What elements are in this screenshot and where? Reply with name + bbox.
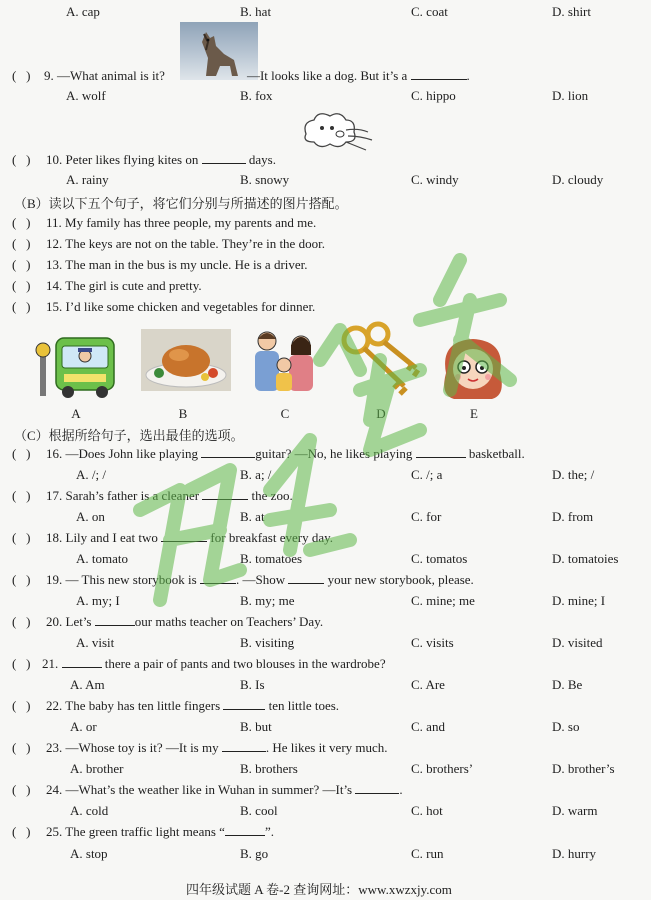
question-23 (0, 739, 651, 757)
option-b[interactable]: B. tomatoes (240, 551, 303, 566)
match-sentence: 15. I’d like some chicken and vegetables for dinner. (46, 299, 316, 314)
options-row (0, 718, 651, 736)
option-d[interactable]: D. warm (552, 803, 598, 818)
question-stem: 20. Let’s our maths teacher on Teachers’ Day. (46, 614, 324, 629)
question-stem: 22. The baby has ten little fingers ten little toes. (46, 698, 340, 713)
option-d[interactable]: D. from (552, 509, 594, 524)
picture-label-e: E (470, 406, 478, 421)
option-d[interactable]: D. the; / (552, 467, 595, 482)
picture-label-a: A (71, 406, 81, 421)
answer-blank[interactable] (161, 529, 207, 542)
option-c[interactable]: C. Are (411, 677, 445, 692)
question-17 (0, 487, 651, 505)
answer-paren[interactable]: ( ) (12, 215, 31, 230)
option-b[interactable]: B. cool (240, 803, 278, 818)
answer-blank[interactable] (95, 613, 135, 626)
question-stem: 21. there a pair of pants and two blouses in the wardrobe? (42, 656, 386, 671)
option-d[interactable]: D. so (552, 719, 580, 734)
option-a[interactable]: A. tomato (76, 551, 128, 566)
option-d[interactable]: D. visited (552, 635, 603, 650)
answer-paren[interactable]: ( ) (12, 236, 31, 251)
option-a[interactable]: A. my; I (76, 593, 120, 608)
q8-options-row (0, 3, 651, 21)
answer-blank[interactable] (225, 823, 265, 836)
match-sentence: 14. The girl is cute and pretty. (46, 278, 202, 293)
question-stem: 24. —What’s the weather like in Wuhan in summer? —It’s . (46, 782, 403, 797)
option-d[interactable]: D. hurry (552, 846, 597, 861)
option-a[interactable]: A. stop (70, 846, 108, 861)
bus-driver-picture (30, 332, 120, 402)
option-a[interactable]: A. cold (70, 803, 109, 818)
options-row (0, 550, 651, 568)
roast-chicken-picture (141, 329, 231, 391)
answer-blank[interactable] (223, 697, 265, 710)
option-b[interactable]: B. my; me (240, 593, 295, 608)
option-c[interactable]: C. /; a (411, 467, 443, 482)
options-row (0, 634, 651, 652)
question-10 (0, 151, 651, 169)
answer-paren[interactable]: ( ) (12, 68, 31, 83)
option-d[interactable]: D. Be (552, 677, 583, 692)
answer-blank[interactable] (288, 571, 324, 584)
option-d[interactable]: D. tomatoies (552, 551, 619, 566)
question-22 (0, 697, 651, 715)
match-row (0, 235, 651, 253)
option-a[interactable]: A. Am (70, 677, 105, 692)
option-d[interactable]: D. brother’s (552, 761, 615, 776)
option-b[interactable]: B. at (240, 509, 265, 524)
question-stem: 17. Sarah’s father is a cleaner the zoo. (46, 488, 293, 503)
option-c[interactable]: C. brothers’ (411, 761, 474, 776)
question-19 (0, 571, 651, 589)
answer-paren[interactable]: ( ) (12, 782, 31, 797)
option-b[interactable]: B. but (240, 719, 272, 734)
q8-option-c[interactable]: C. coat (411, 4, 448, 19)
answer-paren[interactable]: ( ) (12, 488, 31, 503)
answer-blank[interactable] (222, 739, 266, 752)
options-row (0, 592, 651, 610)
answer-paren[interactable]: ( ) (12, 530, 31, 545)
option-c[interactable]: C. mine; me (411, 593, 475, 608)
options-row (0, 508, 651, 526)
question-16 (0, 445, 651, 463)
keys-picture (334, 320, 424, 398)
question-stem: 25. The green traffic light means “ ”. (46, 824, 274, 839)
q9-option-c[interactable]: C. hippo (411, 88, 456, 103)
answer-paren[interactable]: ( ) (12, 698, 31, 713)
q10-option-c[interactable]: C. windy (411, 172, 459, 187)
option-a[interactable]: A. visit (76, 635, 115, 650)
option-a[interactable]: A. /; / (76, 467, 106, 482)
match-row (0, 214, 651, 232)
options-row (0, 676, 651, 694)
option-a[interactable]: A. or (70, 719, 97, 734)
answer-blank[interactable] (202, 151, 246, 164)
picture-label-b: B (178, 406, 188, 421)
section-c-title: （C）根据所给句子，选出最佳的选项。 (14, 428, 244, 443)
picture-label-d: D (376, 406, 386, 421)
wind-cloud-picture (296, 108, 378, 154)
picture-label-c: C (280, 406, 290, 421)
answer-paren[interactable]: ( ) (12, 572, 31, 587)
q8-option-b[interactable]: B. hat (240, 4, 272, 19)
section-b-title: （B）读以下五个句子，将它们分别与所描述的图片搭配。 (14, 196, 348, 211)
answer-blank[interactable] (201, 445, 255, 458)
answer-paren[interactable]: ( ) (12, 656, 31, 671)
answer-blank[interactable] (202, 487, 248, 500)
girl-picture (436, 333, 510, 401)
q10-options-row (0, 171, 651, 189)
option-c[interactable]: C. run (411, 846, 444, 861)
question-10-stem: 10. Peter likes flying kites on days. (46, 152, 276, 167)
answer-paren[interactable]: ( ) (12, 614, 31, 629)
answer-paren[interactable]: ( ) (12, 446, 31, 461)
option-c[interactable]: C. tomatos (411, 551, 468, 566)
q9-options-row (0, 87, 651, 105)
q8-option-d[interactable]: D. shirt (552, 4, 591, 19)
answer-paren[interactable]: ( ) (12, 824, 31, 839)
answer-blank[interactable] (416, 445, 466, 458)
option-b[interactable]: B. brothers (240, 761, 298, 776)
answer-paren[interactable]: ( ) (12, 299, 31, 314)
question-25 (0, 823, 651, 841)
q10-option-b[interactable]: B. snowy (240, 172, 290, 187)
answer-blank[interactable] (411, 67, 467, 80)
question-24 (0, 781, 651, 799)
question-9-stem: 9. —What animal is it? —It looks like a dog. But it’s a . (44, 68, 470, 83)
question-21 (0, 655, 651, 673)
question-20 (0, 613, 651, 631)
q8-option-a[interactable]: A. cap (66, 4, 100, 19)
question-stem: 16. —Does John like playing guitar? —No, he likes playing basketball. (46, 446, 525, 461)
q9-option-a[interactable]: A. wolf (66, 88, 106, 103)
answer-paren[interactable]: ( ) (12, 278, 31, 293)
answer-blank[interactable] (200, 571, 236, 584)
answer-blank[interactable] (355, 781, 399, 794)
question-stem: 23. —Whose toy is it? —It is my . He likes it very much. (46, 740, 388, 755)
match-row (0, 256, 651, 274)
option-b[interactable]: B. go (240, 846, 269, 861)
question-stem: 18. Lily and I eat two for breakfast every day. (46, 530, 334, 545)
q9-option-b[interactable]: B. fox (240, 88, 273, 103)
options-row (0, 845, 651, 863)
match-row (0, 298, 651, 316)
answer-blank[interactable] (62, 655, 102, 668)
match-sentence: 12. The keys are not on the table. They’re in the door. (46, 236, 325, 251)
answer-paren[interactable]: ( ) (12, 257, 31, 272)
option-c[interactable]: C. visits (411, 635, 454, 650)
match-sentence: 13. The man in the bus is my uncle. He is a driver. (46, 257, 308, 272)
page-footer: 四年级试题 A 卷-2 查询网址：www.xwzxjy.com (186, 882, 452, 897)
option-a[interactable]: A. brother (70, 761, 124, 776)
question-stem: 19. — This new storybook is . —Show your new storybook, please. (46, 572, 474, 587)
option-b[interactable]: B. Is (240, 677, 265, 692)
q10-option-a[interactable]: A. rainy (66, 172, 109, 187)
q10-option-d[interactable]: D. cloudy (552, 172, 604, 187)
question-9 (0, 67, 651, 85)
option-c[interactable]: C. hot (411, 803, 443, 818)
option-c[interactable]: C. and (411, 719, 445, 734)
option-b[interactable]: B. visiting (240, 635, 295, 650)
family-picture (245, 327, 323, 395)
match-row (0, 277, 651, 295)
option-b[interactable]: B. a; / (240, 467, 272, 482)
option-c[interactable]: C. for (411, 509, 442, 524)
option-d[interactable]: D. mine; I (552, 593, 606, 608)
options-row (0, 802, 651, 820)
question-18 (0, 529, 651, 547)
options-row (0, 760, 651, 778)
option-a[interactable]: A. on (76, 509, 105, 524)
answer-paren[interactable]: ( ) (12, 740, 31, 755)
match-sentence: 11. My family has three people, my parents and me. (46, 215, 317, 230)
options-row (0, 466, 651, 484)
answer-paren[interactable]: ( ) (12, 152, 31, 167)
q9-option-d[interactable]: D. lion (552, 88, 589, 103)
